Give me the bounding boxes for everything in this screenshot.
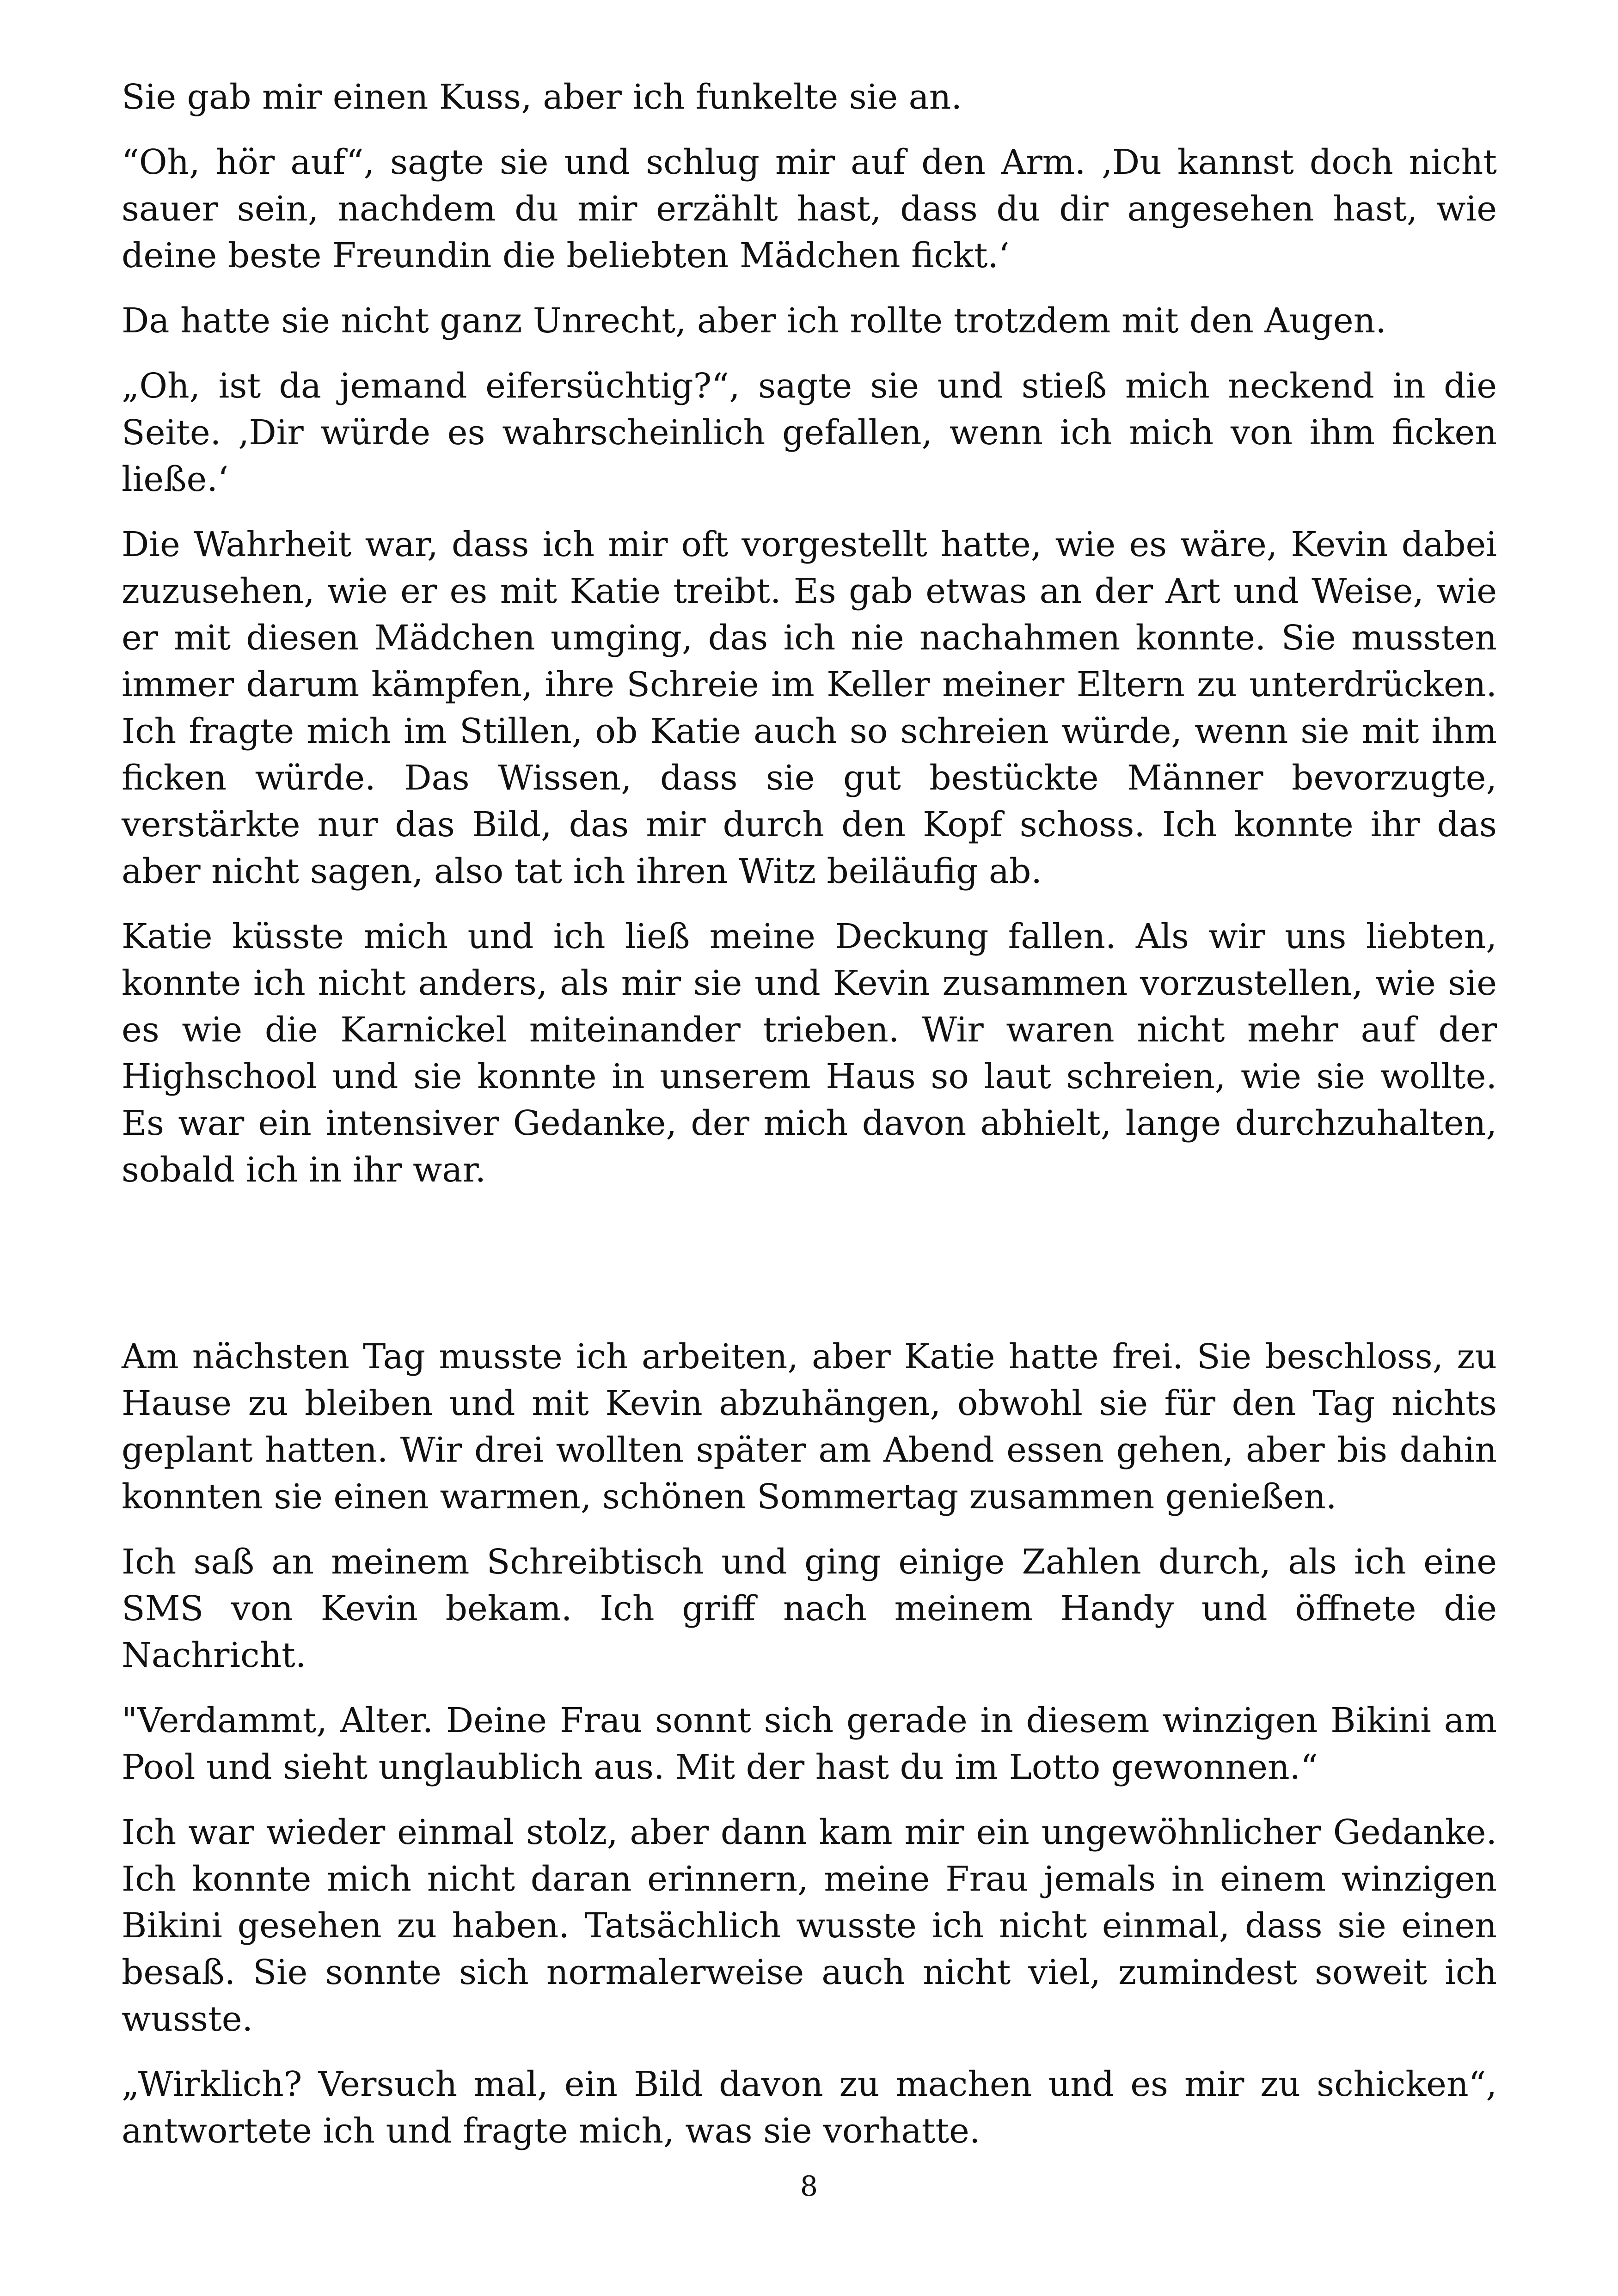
paragraph: „Oh, ist da jemand eifersüchtig?“, sagte sie und stieß mich neckend in die Seite. ‚Dir würde es wahrscheinlich gefallen, wenn ich mich von ihm ficken ließe.‘ (122, 366, 1497, 499)
paragraph: Ich war wieder einmal stolz, aber dann kam mir ein ungewöhnlicher Gedanke. Ich konnte mich nicht daran erinnern, meine Frau jemals in einem winzigen Bikini gesehen zu haben. Tatsächlich wusste ich nicht einmal, dass sie einen besaß. Sie sonnte sich normalerweise auch nicht viel, zumindest soweit ich wusste. (122, 1812, 1497, 2039)
paragraph: "Verdammt, Alter. Deine Frau sonnt sich gerade in diesem winzigen Bikini am Pool und sieht unglaublich aus. Mit der hast du im Lotto gewonnen.“ (122, 1701, 1497, 1787)
paragraph: Am nächsten Tag musste ich arbeiten, aber Katie hatte frei. Sie beschloss, zu Hause zu bleiben und mit Kevin abzuhängen, obwohl sie für den Tag nichts geplant hatten. Wir drei wollten später am Abend essen gehen, aber bis dahin konnten sie einen warmen, schönen Sommertag zusammen genießen. (122, 1337, 1497, 1517)
page-number: 8 (800, 2170, 818, 2203)
paragraph: „Wirklich? Versuch mal, ein Bild davon zu machen und es mir zu schicken“, antwortete ich und fragte mich, was sie vorhatte. (122, 2064, 1497, 2151)
paragraph: Die Wahrheit war, dass ich mir oft vorgestellt hatte, wie es wäre, Kevin dabei zuzusehen, wie er es mit Katie treibt. Es gab etwas an der Art und Weise, wie er mit diesen Mädchen umging, das ich nie nachahmen konnte. Sie mussten immer darum kämpfen, ihre Schreie im Keller meiner Eltern zu unterdrücken. Ich fragte mich im Stillen, ob Katie auch so schreien würde, wenn sie mit ihm ficken würde. Das Wissen, dass sie gut bestückte Männer bevorzugte, verstärkte nur das Bild, das mir durch den Kopf schoss. Ich konnte ihr das aber nicht sagen, also tat ich ihren Witz beiläufig ab. (122, 525, 1497, 891)
paragraph: Ich saß an meinem Schreibtisch und ging einige Zahlen durch, als ich eine SMS von Kevin bekam. Ich griff nach meinem Handy und öffnete die Nachricht. (122, 1542, 1497, 1675)
section-break (122, 1212, 1497, 1334)
page-body (122, 74, 1497, 2173)
paragraph: “Oh, hör auf“, sagte sie und schlug mir auf den Arm. ‚Du kannst doch nicht sauer sein, nachdem du mir erzählt hast, dass du dir angesehen hast, wie deine beste Freundin die beliebten Mädchen fickt.‘ (122, 142, 1497, 276)
paragraph: Da hatte sie nicht ganz Unrecht, aber ich rollte trotzdem mit den Augen. (122, 301, 1386, 341)
paragraph: Katie küsste mich und ich ließ meine Deckung fallen. Als wir uns liebten, konnte ich nicht anders, als mir sie und Kevin zusammen vorzustellen, wie sie es wie die Karnickel miteinander trieben. Wir waren nicht mehr auf der Highschool und sie konnte in unserem Haus so laut schreien, wie sie wollte. Es war ein intensiver Gedanke, der mich davon abhielt, lange durchzuhalten, sobald ich in ihr war. (122, 917, 1497, 1190)
paragraph: Sie gab mir einen Kuss, aber ich funkelte sie an. (122, 77, 962, 117)
